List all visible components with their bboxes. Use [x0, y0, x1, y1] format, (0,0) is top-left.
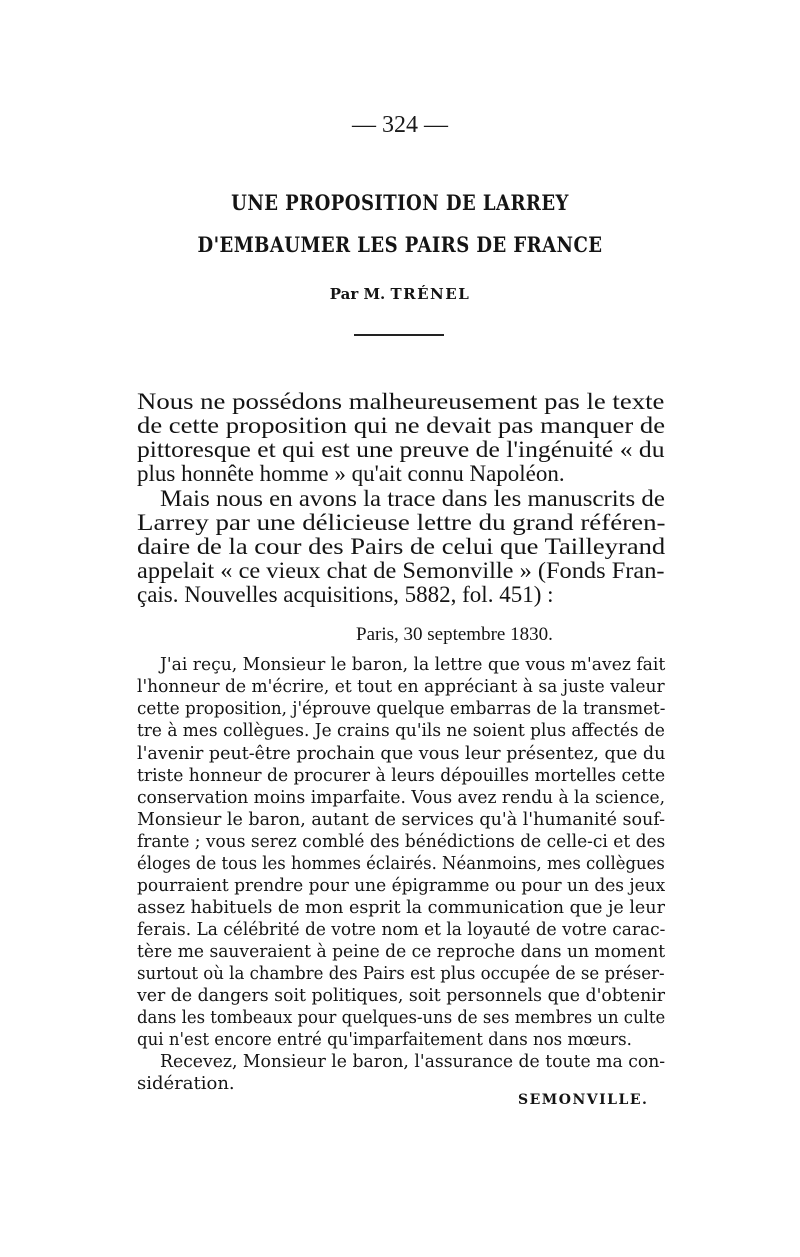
letter-line: ver de dangers soit politiques, soit personnels que d'obtenir	[137, 985, 666, 1006]
author-prefix: Par M.	[329, 285, 386, 303]
title-line-1: UNE PROPOSITION DE LARREY	[231, 190, 569, 215]
letter-line: J'ai reçu, Monsieur le baron, la lettre que vous m'avez fait	[160, 654, 666, 675]
letter-line: cette proposition, j'éprouve quelque embarras de la transmet-	[137, 698, 666, 719]
body-line: appelait « ce vieux chat de Semonville » (Fonds Fran-	[137, 558, 665, 583]
body-line: Nous ne possédons malheureusement pas le texte	[137, 389, 665, 414]
letter-line: qui n'est encore entré qu'imparfaitement dans nos mœurs.	[137, 1029, 632, 1050]
letter-line: Monsieur le baron, autant de services qu'à l'humanité souf-	[137, 809, 666, 830]
letter-line: sidération.	[137, 1073, 235, 1094]
title-separator-rule	[354, 334, 444, 336]
body-line: pittoresque et qui est une preuve de l'ingénuité « du	[137, 437, 665, 462]
letter-line: l'honneur de m'écrire, et tout en appréciant à sa juste valeur	[137, 676, 665, 697]
letter-line: surtout où la chambre des Pairs est plus occupée de se préser-	[137, 963, 665, 984]
letter-line: Recevez, Monsieur le baron, l'assurance de toute ma con-	[160, 1051, 666, 1072]
letter-line: éloges de tous les hommes éclairés. Néanmoins, mes collègues	[137, 853, 665, 874]
title-line-2: D'EMBAUMER LES PAIRS DE FRANCE	[197, 232, 603, 257]
letter-line: tère me sauveraient à peine de ce reproche dans un moment	[137, 941, 666, 962]
letter-line: assez habituels de mon esprit la communication que je leur	[137, 897, 665, 918]
letter-line: dans les tombeaux pour quelques-uns de ses membres un culte	[137, 1007, 666, 1028]
signature: SEMONVILLE.	[518, 1092, 649, 1108]
letter-line: pourraient prendre pour une épigramme ou pour un des jeux	[137, 875, 666, 896]
letter-line: ferais. La célébrité de votre nom et la loyauté de votre carac-	[137, 919, 666, 940]
letter-dateline: Paris, 30 septembre 1830.	[356, 624, 553, 645]
author-byline	[0, 285, 800, 303]
letter-line: triste honneur de procurer à leurs dépouilles mortelles cette	[137, 765, 666, 786]
body-line: de cette proposition qui ne devait pas manquer de	[137, 413, 666, 438]
letter-line: conservation moins imparfaite. Vous avez rendu à la science,	[137, 787, 666, 808]
body-line: plus honnête homme » qu'ait connu Napoléon.	[137, 461, 565, 486]
body-line: Mais nous en avons la trace dans les manuscrits de	[160, 486, 665, 511]
letter-line: tre à mes collègues. Je crains qu'ils ne soient plus affectés de	[137, 720, 665, 741]
body-line: çais. Nouvelles acquisitions, 5882, fol. 451) :	[137, 582, 554, 607]
letter-line: frante ; vous serez comblé des bénédictions de celle-ci et des	[137, 831, 666, 852]
letter-line: l'avenir peut-être prochain que vous leur présentez, que du	[137, 743, 666, 764]
page-number: — 324 —	[352, 112, 448, 138]
body-line: Larrey par une délicieuse lettre du grand référen-	[137, 510, 666, 535]
body-line: daire de la cour des Pairs de celui que Tailleyrand	[137, 534, 666, 559]
author-name: TRÉNEL	[390, 285, 471, 303]
